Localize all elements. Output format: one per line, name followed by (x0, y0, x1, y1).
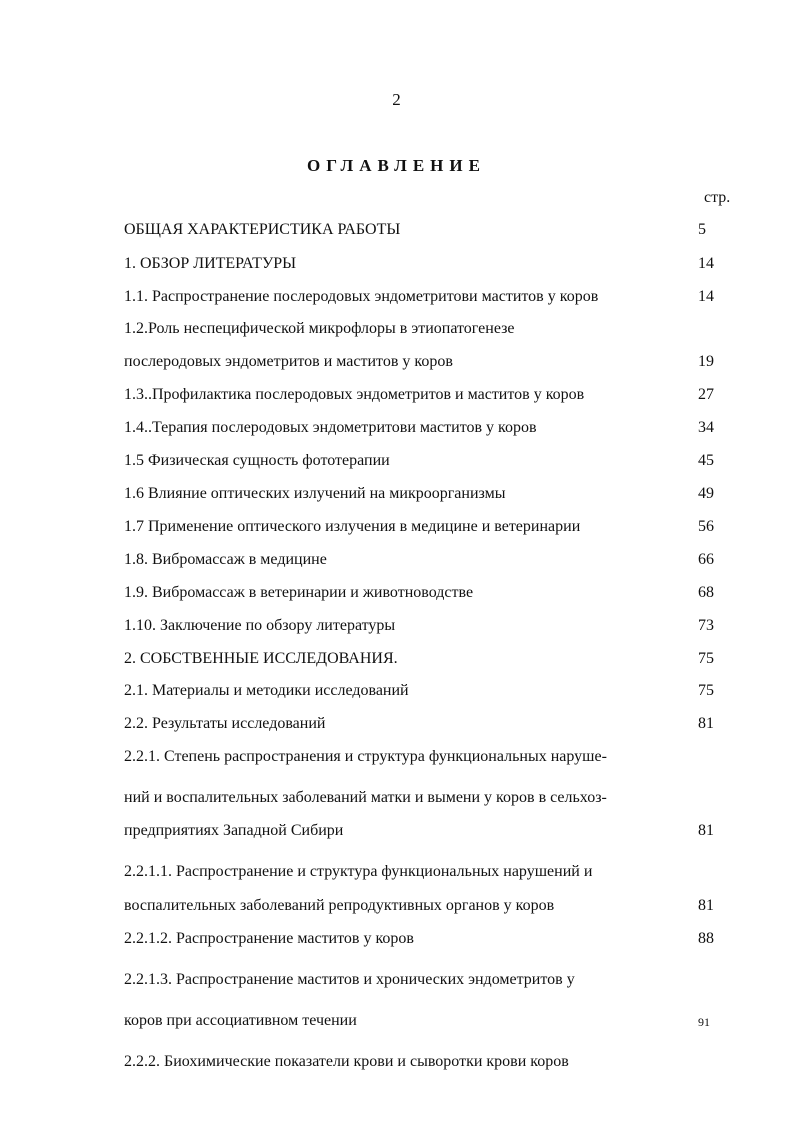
toc-entry-text: послеродовых эндометритов и маститов у коров (124, 353, 453, 370)
toc-entry (124, 748, 694, 766)
toc-entry-page: 14 (698, 288, 714, 305)
toc-entry-text: 1.10. Заключение по обзору литературы (124, 617, 396, 634)
toc-entry-text: 1.1. Распространение послеродовых эндометритови маститов у коров (124, 288, 599, 305)
toc-entry-page: 5 (698, 221, 706, 238)
page-title: ОГЛАВЛЕНИЕ (307, 156, 486, 175)
toc-entry (124, 897, 694, 915)
toc-entry (124, 584, 694, 602)
toc-entry (124, 863, 694, 881)
toc-entry (124, 518, 694, 536)
toc-entry-text: 1.8. Вибромассаж в медицине (124, 551, 327, 568)
toc-entry (124, 822, 694, 840)
toc-entry-page: 68 (698, 584, 714, 601)
toc-entry-page: 49 (698, 485, 714, 502)
toc-entry (124, 789, 694, 807)
toc-entry (124, 551, 694, 569)
toc-entry-text: ОБЩАЯ ХАРАКТЕРИСТИКА РАБОТЫ (124, 221, 401, 238)
toc-entry-text: 1.2.Роль неспецифической микрофлоры в этиопатогенезе (124, 320, 515, 337)
toc-entry-page: 81 (698, 715, 714, 732)
toc-entry-text: 1.5 Физическая сущность фототерапии (124, 452, 390, 469)
toc-entry (124, 617, 694, 635)
toc-entry-text: воспалительных заболеваний репродуктивных органов у коров (124, 897, 555, 914)
toc-entry (124, 930, 694, 948)
toc-entry-text: 1. ОБЗОР ЛИТЕРАТУРЫ (124, 255, 297, 272)
toc-entry (124, 353, 694, 371)
toc-entry (124, 1053, 694, 1071)
toc-entry-page: 75 (698, 650, 714, 667)
toc-entry-text: 2.1. Материалы и методики исследований (124, 682, 409, 699)
toc-entry (124, 255, 694, 273)
toc-entry (124, 221, 694, 239)
toc-entry-page: 34 (698, 419, 714, 436)
toc-entry-page: 56 (698, 518, 714, 535)
toc-entry (124, 452, 694, 470)
page-number: 2 (392, 90, 401, 109)
toc-entry (124, 650, 694, 668)
toc-entry-text: 2.2.1.3. Распространение маститов и хронических эндометритов у (124, 971, 575, 988)
toc-entry (124, 682, 694, 700)
toc-entry-text: 2.2.2. Биохимические показатели крови и сыворотки крови коров (124, 1053, 569, 1070)
toc-entry-page: 88 (698, 930, 714, 947)
toc-entry (124, 971, 694, 989)
toc-entry (124, 419, 694, 437)
toc-entry-page: 75 (698, 682, 714, 699)
page-column-label: стр. (704, 189, 731, 206)
toc-entry (124, 386, 694, 404)
toc-entry (124, 485, 694, 503)
toc-entry-text: предприятиях Западной Сибири (124, 822, 344, 839)
toc-entry-text: 2.2. Результаты исследований (124, 715, 326, 732)
toc-entry (124, 715, 694, 733)
toc-entry-page: 19 (698, 353, 714, 370)
toc-entry-text: 2. СОБСТВЕННЫЕ ИССЛЕДОВАНИЯ. (124, 650, 398, 667)
toc-entry-page: 81 (698, 822, 714, 839)
toc-entry-page: 81 (698, 897, 714, 914)
toc-entry-text: 2.2.1.1. Распространение и структура функциональных нарушений и (124, 863, 593, 880)
toc-entry-text: 1.3..Профилактика послеродовых эндометритов и маститов у коров (124, 386, 585, 403)
toc-entry-page: 45 (698, 452, 714, 469)
toc-entry-text: ний и воспалительных заболеваний матки и вымени у коров в сельхоз- (124, 789, 607, 806)
toc-entry-text: 1.4..Терапия послеродовых эндометритови маститов у коров (124, 419, 537, 436)
toc-entry-text: 1.6 Влияние оптических излучений на микроорганизмы (124, 485, 506, 502)
toc-entry-page: 73 (698, 617, 714, 634)
toc-entry-text: 2.2.1.2. Распространение маститов у коров (124, 930, 414, 947)
toc-entry-page: 66 (698, 551, 714, 568)
toc-entry-text: 2.2.1. Степень распространения и структура функциональных наруше- (124, 748, 607, 765)
toc-entry (124, 320, 694, 338)
toc-entry-page: 27 (698, 386, 714, 403)
toc-entry (124, 288, 694, 306)
toc-entry-page: 91 (698, 1015, 710, 1029)
toc-entry (124, 1012, 694, 1030)
toc-entry-text: 1.7 Применение оптического излучения в медицине и ветеринарии (124, 518, 581, 535)
toc-entry-page: 14 (698, 255, 714, 272)
toc-entry-text: коров при ассоциативном течении (124, 1012, 357, 1029)
toc-entry-text: 1.9. Вибромассаж в ветеринарии и животноводстве (124, 584, 474, 601)
